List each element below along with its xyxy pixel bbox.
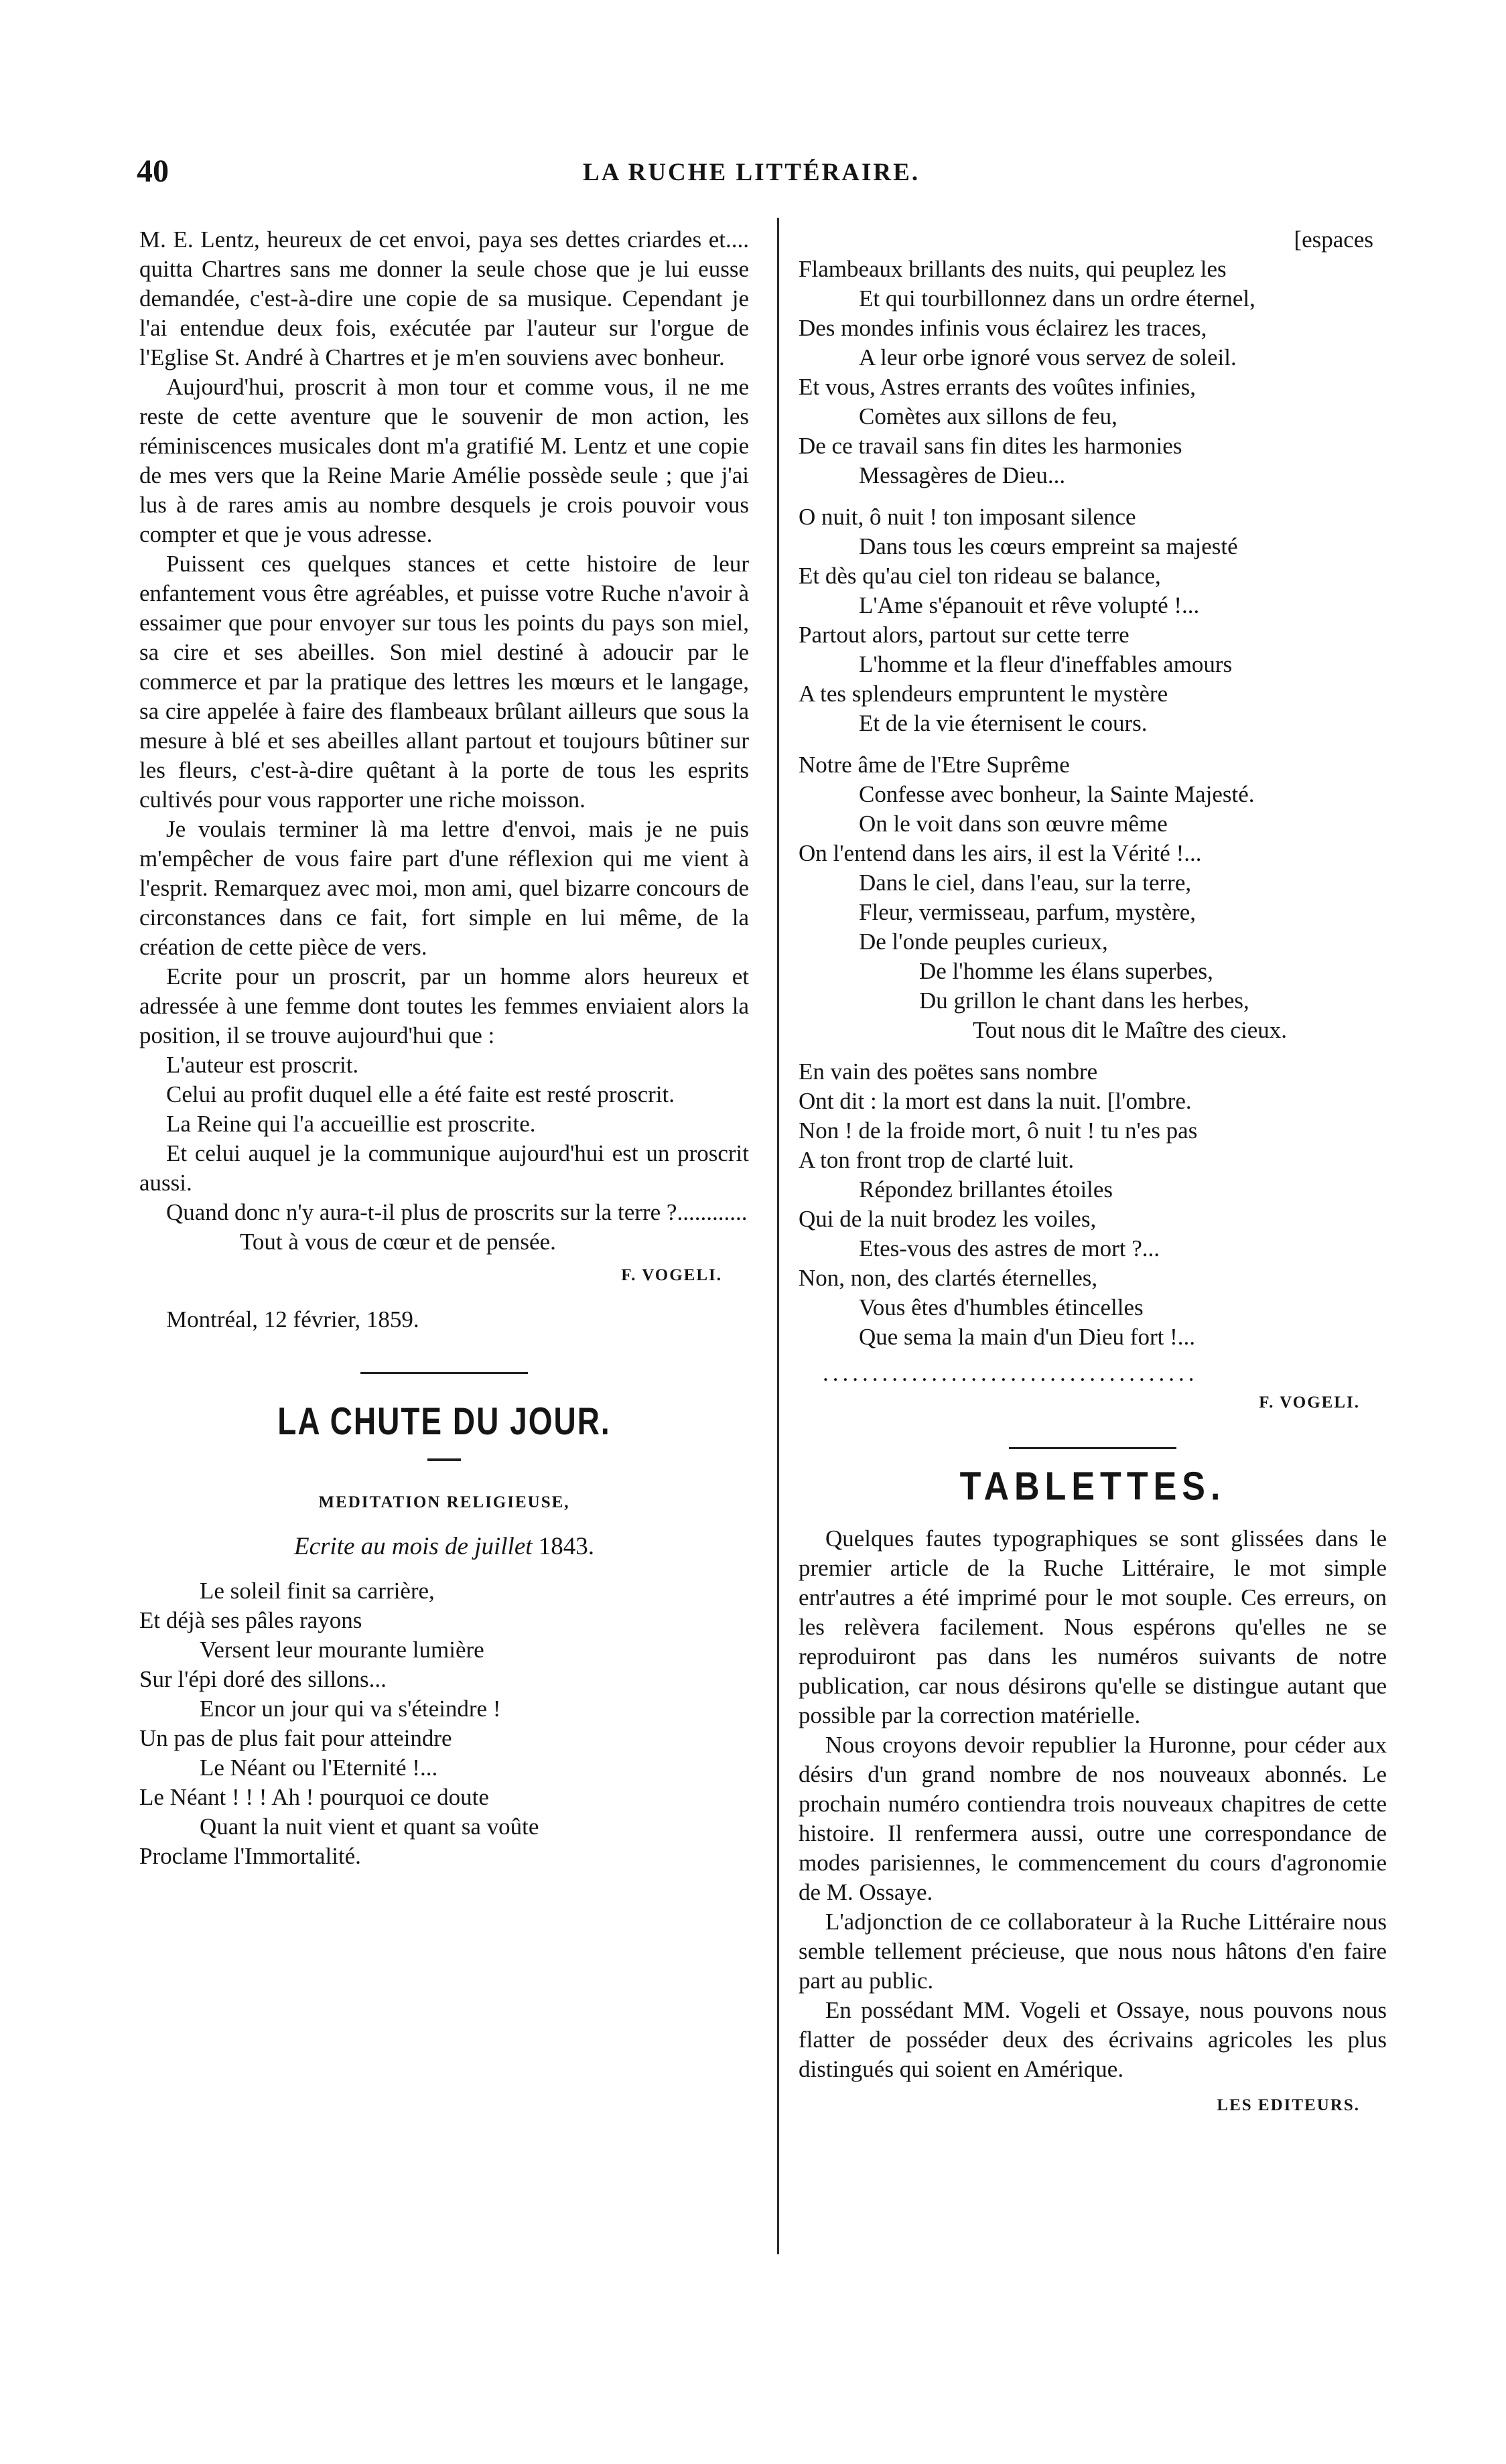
right-column bbox=[799, 225, 1387, 2120]
verse-line: Versent leur mourante lumière bbox=[200, 1637, 484, 1663]
verse-line: L'homme et la fleur d'ineffables amours bbox=[859, 651, 1233, 677]
verse-line: Le Néant ou l'Eternité !... bbox=[200, 1755, 438, 1781]
closing-line: Tout à vous de cœur et de pensée. bbox=[240, 1229, 556, 1255]
verse-line: Sur l'épi doré des sillons... bbox=[139, 1666, 387, 1692]
column-divider bbox=[777, 218, 779, 2254]
verse-line: Non ! de la froide mort, ô nuit ! tu n'es pas bbox=[799, 1117, 1198, 1144]
title-dash bbox=[427, 1458, 461, 1461]
verse-line: Encor un jour qui va s'éteindre ! bbox=[200, 1696, 501, 1722]
paragraph: Ecrite pour un proscrit, par un homme alors heureux et adressée à une femme dont toutes les femmes enviaient alors la position, il se trouve aujourd'hui que : bbox=[139, 963, 749, 1048]
verse-line: Notre âme de l'Etre Suprême bbox=[799, 752, 1070, 778]
verse-line: Dans le ciel, dans l'eau, sur la terre, bbox=[859, 870, 1192, 896]
poem-body bbox=[139, 1576, 749, 1871]
paragraph: Nous croyons devoir republier la Huronne, pour céder aux désirs d'un grand nombre de nos nouveaux abonnés. Le prochain numéro contiendra trois nouveaux chapitres de cette histoire. Il renfermera aussi, outre une correspondance de modes parisiennes, le commencement du cours d'agronomie de M. Ossaye. bbox=[799, 1732, 1387, 1905]
verse-line: Fleur, vermisseau, parfum, mystère, bbox=[859, 899, 1196, 925]
verse-line: L'Ame s'épanouit et rêve volupté !... bbox=[859, 592, 1200, 618]
verse-line: Et vous, Astres errants des voûtes infinies, bbox=[799, 374, 1196, 400]
verse-line: Un pas de plus fait pour atteindre bbox=[139, 1725, 452, 1751]
left-column bbox=[139, 225, 749, 1871]
verse-line: Le Néant ! ! ! Ah ! pourquoi ce doute bbox=[139, 1784, 489, 1810]
dateline: Montréal, 12 février, 1859. bbox=[166, 1306, 419, 1332]
verse-line: De l'homme les élans superbes, bbox=[919, 958, 1213, 984]
poem-signature: F. VOGELI. bbox=[1259, 1393, 1360, 1412]
verse-line: De l'onde peuples curieux, bbox=[859, 929, 1108, 955]
paragraph: Je voulais terminer là ma lettre d'envoi, mais je ne puis m'empêcher de vous faire part d'une réflexion qui me vient à l'esprit. Remarquez avec moi, mon ami, quel bizarre concours de circonstances dans ce fait, fort simple en lui même, de la création de cette pièce de vers. bbox=[139, 816, 749, 960]
verse-line: Etes-vous des astres de mort ?... bbox=[859, 1235, 1160, 1261]
paragraph: Puissent ces quelques stances et cette histoire de leur enfantement vous être agréables, et puisse votre Ruche n'avoir à essaimer que pour envoyer sur tous les points du pays son miel, sa cire et ses abeilles. Son miel destiné à adoucir par le commerce et par la pratique des lettres les mœurs et le langage, sa cire appelée à faire des flambeaux brûlant ailleurs que sous la mesure à blé et ses abeilles allant partout et toujours bûtiner sur les fleurs, c'est-à-dire quêtant à la porte de tous les esprits cultivés pour vous rapporter une riche moisson. bbox=[139, 551, 749, 813]
verse-line: Ont dit : la mort est dans la nuit. [l'ombre. bbox=[799, 1088, 1192, 1114]
editors-signature: LES EDITEURS. bbox=[1217, 2096, 1360, 2114]
paragraph: Celui au profit duquel elle a été faite est resté proscrit. bbox=[166, 1081, 675, 1107]
stanza bbox=[799, 1057, 1387, 1352]
paragraph: Quelques fautes typographiques se sont glissées dans le premier article de la Ruche Littéraire, le mot simple entr'autres a été imprimé pour le mot souple. Ces erreurs, on les relèvera facilement. Nous espérons qu'elles ne se reproduiront pas dans les numéros suivants de notre publication, car nous désirons qu'elle se distingue autant que possible par la correction matérielle. bbox=[799, 1525, 1387, 1728]
verse-line: Et de la vie éternisent le cours. bbox=[859, 710, 1148, 736]
verse-line: Messagères de Dieu... bbox=[859, 462, 1066, 488]
verse-line: Dans tous les cœurs empreint sa majesté bbox=[859, 533, 1238, 559]
poem-continuation bbox=[799, 255, 1387, 1352]
running-head: LA RUCHE LITTÉRAIRE. bbox=[583, 159, 920, 186]
paragraph: L'adjonction de ce collaborateur à la Ruche Littéraire nous semble tellement précieuse, que nous nous hâtons d'en faire part au public. bbox=[799, 1909, 1387, 1994]
stanza bbox=[799, 502, 1387, 738]
verse-line: Partout alors, partout sur cette terre bbox=[799, 622, 1130, 648]
page-number: 40 bbox=[137, 153, 169, 189]
paragraph: La Reine qui l'a accueillie est proscrite. bbox=[166, 1111, 536, 1137]
section-rule bbox=[1009, 1447, 1176, 1449]
verse-line: Des mondes infinis vous éclairez les traces, bbox=[799, 315, 1207, 341]
verse-line: A ton front trop de clarté luit. bbox=[799, 1147, 1075, 1173]
paragraph: M. E. Lentz, heureux de cet envoi, paya ses dettes criardes et.... quitta Chartres sans me donner la seule chose que je lui eusse demandée, c'est-à-dire une copie de sa musique. Cependant je l'ai entendue deux fois, exécutée par l'auteur sur l'orgue de l'Eglise St. André à Chartres et je m'en souviens avec bonheur. bbox=[139, 226, 749, 370]
verse-line: Et dès qu'au ciel ton rideau se balance, bbox=[799, 563, 1161, 589]
verse-line: On le voit dans son œuvre même bbox=[859, 811, 1168, 837]
poem-date: Ecrite au mois de juillet 1843. bbox=[293, 1533, 595, 1560]
verse-line: A leur orbe ignoré vous servez de soleil. bbox=[859, 344, 1237, 370]
verse-line: Comètes aux sillons de feu, bbox=[859, 403, 1117, 429]
verse-line: Que sema la main d'un Dieu fort !... bbox=[859, 1324, 1195, 1350]
verse-line: O nuit, ô nuit ! ton imposant silence bbox=[799, 504, 1136, 530]
overflow-word: [espaces bbox=[1294, 226, 1373, 253]
section-title: TABLETTES. bbox=[959, 1464, 1226, 1509]
dotted-line: ...................................... bbox=[823, 1360, 1199, 1386]
stanza bbox=[799, 750, 1387, 1045]
signature: F. VOGELI. bbox=[621, 1266, 722, 1284]
verse-line: De ce travail sans fin dites les harmonies bbox=[799, 433, 1182, 459]
verse-line: En vain des poëtes sans nombre bbox=[799, 1058, 1098, 1085]
stanza bbox=[799, 255, 1387, 490]
paragraph: Et celui auquel je la communique aujourd'hui est un proscrit aussi. bbox=[139, 1140, 749, 1196]
verse-line: Répondez brillantes étoiles bbox=[859, 1176, 1113, 1203]
poem-title: LA CHUTE DU JOUR. bbox=[277, 1399, 611, 1443]
section-rule bbox=[360, 1372, 528, 1374]
paragraph: En possédant MM. Vogeli et Ossaye, nous pouvons nous flatter de posséder deux des écrivains agricoles les plus distingués qui soient en Amérique. bbox=[799, 1997, 1387, 2082]
verse-line: Le soleil finit sa carrière, bbox=[200, 1578, 435, 1604]
verse-line: Vous êtes d'humbles étincelles bbox=[859, 1294, 1144, 1320]
paragraph: Quand donc n'y aura-t-il plus de proscrits sur la terre ?............ bbox=[166, 1199, 748, 1225]
verse-line: Tout nous dit le Maître des cieux. bbox=[973, 1017, 1287, 1043]
poem-subtitle: MEDITATION RELIGIEUSE, bbox=[318, 1493, 570, 1511]
verse-line: A tes splendeurs empruntent le mystère bbox=[799, 681, 1168, 707]
verse-line: Qui de la nuit brodez les voiles, bbox=[799, 1206, 1097, 1232]
paragraph: L'auteur est proscrit. bbox=[166, 1052, 359, 1078]
verse-line: Flambeaux brillants des nuits, qui peuplez les bbox=[799, 256, 1227, 282]
verse-line: Du grillon le chant dans les herbes, bbox=[919, 987, 1249, 1014]
verse-line: Proclame l'Immortalité. bbox=[139, 1843, 361, 1869]
verse-line: Confesse avec bonheur, la Sainte Majesté. bbox=[859, 781, 1255, 807]
verse-line: Et déjà ses pâles rayons bbox=[139, 1607, 362, 1633]
paragraph: Aujourd'hui, proscrit à mon tour et comme vous, il ne me reste de cette aventure que le souvenir de mon action, les réminiscences musicales dont m'a gratifié M. Lentz et une copie de mes vers que la Reine Marie Amélie possède seule ; que j'ai lus à de rares amis au nombre desquels je crois pouvoir vous compter et que je vous adresse. bbox=[139, 374, 749, 547]
verse-line: Non, non, des clartés éternelles, bbox=[799, 1265, 1098, 1291]
verse-line: On l'entend dans les airs, il est la Vérité !... bbox=[799, 840, 1202, 866]
verse-line: Et qui tourbillonnez dans un ordre éternel, bbox=[859, 285, 1255, 312]
verse-line: Quant la nuit vient et quant sa voûte bbox=[200, 1813, 539, 1840]
